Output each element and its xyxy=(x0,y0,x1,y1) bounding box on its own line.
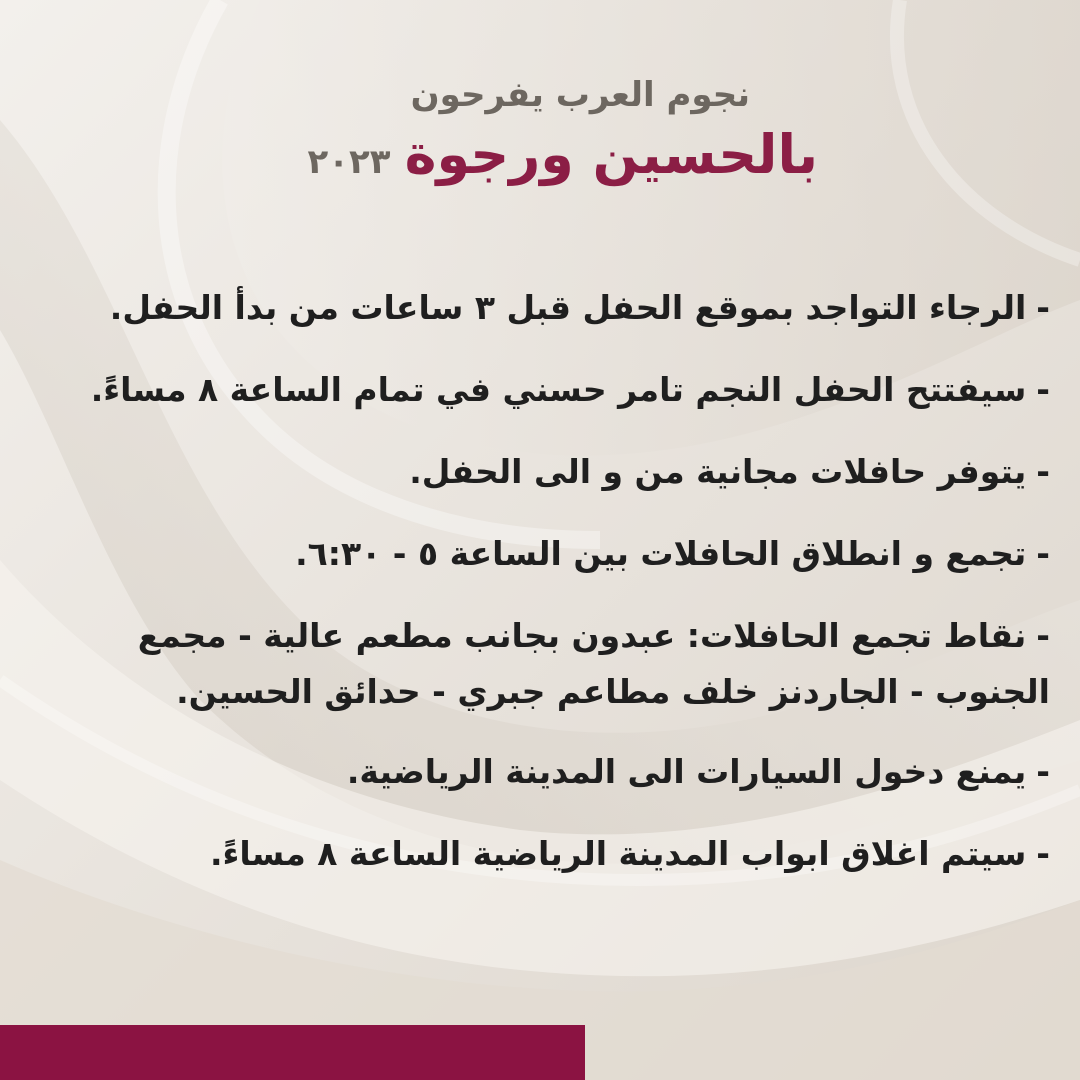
list-item xyxy=(20,368,1050,412)
list-item-dash: - xyxy=(1036,616,1050,655)
list-item xyxy=(20,286,1050,330)
footer-accent-bar xyxy=(0,1025,585,1080)
list-item xyxy=(20,608,1050,720)
list-item-text: تجمع و انطلاق الحافلات بين الساعة ٥ - ٦:٣٠. xyxy=(295,534,1027,573)
list-item-text: سيفتتح الحفل النجم تامر حسني في تمام الساعة ٨ مساءً. xyxy=(90,370,1027,409)
list-item-dash: - xyxy=(1036,370,1050,409)
list-item xyxy=(20,532,1050,576)
list-item-dash: - xyxy=(1036,452,1050,491)
list-item-text: سيتم اغلاق ابواب المدينة الرياضية الساعة ٨ مساءً. xyxy=(209,834,1027,873)
list-item xyxy=(20,832,1050,876)
list-item-dash: - xyxy=(1036,752,1050,791)
title-year: ٢٠٢٣ xyxy=(307,142,391,182)
list-item-dash: - xyxy=(1036,534,1050,573)
list-item xyxy=(20,450,1050,494)
list-item-dash: - xyxy=(1036,834,1050,873)
list-item-text: الرجاء التواجد بموقع الحفل قبل ٣ ساعات من بدأ الحفل. xyxy=(109,288,1027,327)
list-item-text: نقاط تجمع الحافلات: عبدون بجانب مطعم عالية - مجمع الجنوب - الجاردنز خلف مطاعم جبري - حدائق الحسين. xyxy=(137,616,1050,711)
list-item xyxy=(20,750,1050,794)
page-title: بالحسين ورجوة xyxy=(404,123,818,186)
subtitle: نجوم العرب يفرحون xyxy=(410,75,750,115)
header xyxy=(218,68,818,188)
title-row xyxy=(218,122,818,188)
list-item-text: يمنع دخول السيارات الى المدينة الرياضية. xyxy=(346,752,1027,791)
instructions-list xyxy=(20,286,1050,914)
list-item-text: يتوفر حافلات مجانية من و الى الحفل. xyxy=(409,452,1027,491)
list-item-dash: - xyxy=(1036,288,1050,327)
